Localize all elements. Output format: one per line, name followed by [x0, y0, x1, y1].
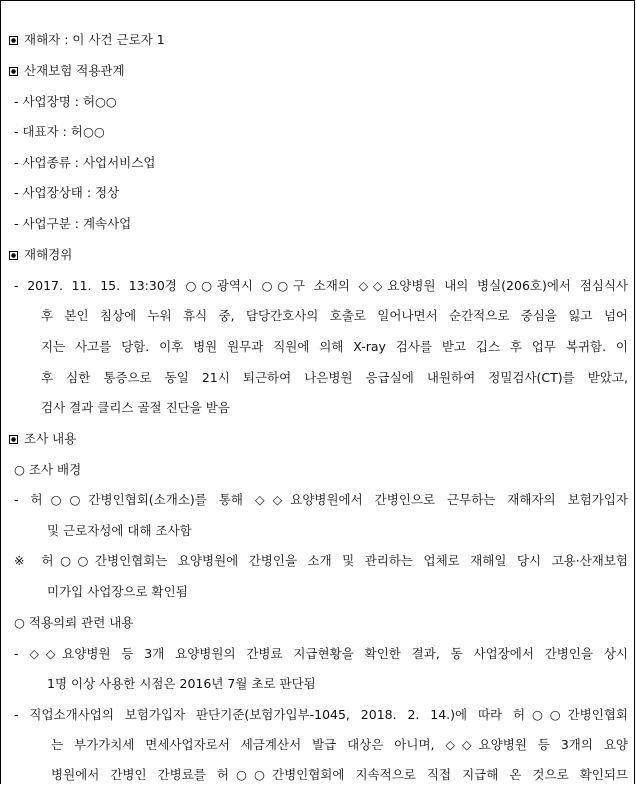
note-paragraph-line: 미가입 사업장으로 확인됨 — [47, 584, 188, 599]
criteria-paragraph-line: 는 부가가치세 면세사업자로서 세금계산서 발급 대상은 아니며, ◇◇요양병원 등 3개의 요양 — [51, 737, 628, 752]
section-victim: 재해자 : 이 사건 근로자 1 — [9, 32, 165, 48]
accident-paragraph-line: 후 본인 침상에 누워 휴식 중, 담당간호사의 호출로 일어나면서 순간적으로 중심을 잃고 넘어 — [41, 308, 628, 323]
background-paragraph-line: - 허○○간병인협회(소개소)를 통해 ◇◇요양병원에서 간병인으로 근무하는 재해자의 보험가입자 — [14, 492, 628, 507]
section-accident-heading: 재해경위 — [9, 247, 72, 263]
application-request-heading: ○ 적용의뢰 관련 내용 — [14, 615, 134, 630]
investigation-background-heading: ○ 조사 배경 — [14, 462, 82, 477]
request-paragraph-line: - ◇◇요양병원 등 3개 요양병원의 간병료 지급현황을 확인한 결과, 동 사업장에서 간병인을 상시 — [14, 646, 628, 661]
note-paragraph-line: ※ 허○○간병인협회는 요양병원에 간병인을 소개 및 관리하는 업체로 재해일 당시 고용·산재보험 — [14, 553, 628, 568]
section-insurance-heading: 산재보험 적용관계 — [9, 63, 125, 79]
background-paragraph-line: 및 근로자성에 대해 조사함 — [47, 523, 192, 538]
accident-paragraph-line: 검사 결과 클리스 골절 진단을 받음 — [41, 400, 230, 415]
section-investigation-heading: 조사 내용 — [9, 431, 76, 447]
accident-paragraph-line: 후 심한 통증으로 동일 21시 퇴근하여 나은병원 응급실에 내원하여 정밀검사(CT)를 받았고, — [41, 370, 628, 385]
accident-paragraph-line: - 2017. 11. 15. 13:30경 ○○광역시 ○○구 소재의 ◇◇요양병원 내의 병실(206호)에서 점심식사 — [14, 278, 628, 293]
request-paragraph-line: 1명 이상 사용한 시점은 2016년 7월 초로 판단됨 — [47, 676, 316, 691]
criteria-paragraph-line: 병원에서 간병인 간병료를 허○○간병인협회에 지속적으로 직접 지급해 온 것으로 확인되므 — [51, 767, 628, 782]
accident-paragraph-line: 지는 사고를 당함. 이후 병원 원무과 직원에 의해 X-ray 검사를 받고 깁스 후 업무 복귀함. 이 — [41, 339, 628, 354]
business-name: - 사업장명 : 허○○ — [14, 94, 117, 109]
business-type: - 사업종류 : 사업서비스업 — [14, 155, 156, 170]
business-category: - 사업구분 : 계속사업 — [14, 216, 132, 231]
business-status: - 사업장상태 : 정상 — [14, 185, 120, 200]
criteria-paragraph-line: - 직업소개사업의 보험가입자 판단기준(보험가입부-1045, 2018. 2. 14.)에 따라 허○○간병인협회 — [14, 707, 628, 722]
representative: - 대표자 : 허○○ — [14, 124, 105, 139]
